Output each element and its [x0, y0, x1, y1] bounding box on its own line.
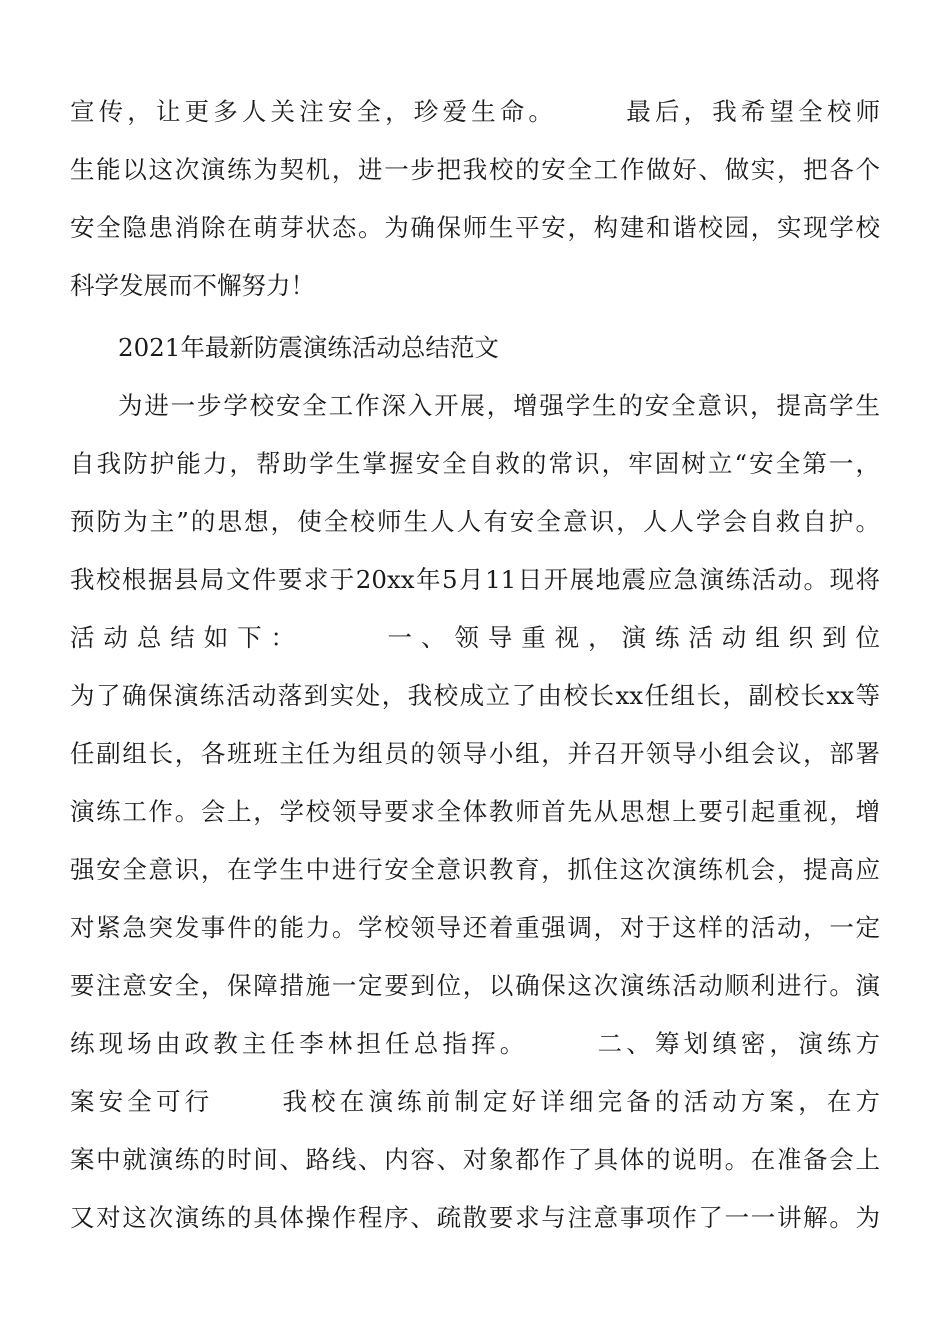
text-line: 宣传，让更多人关注安全，珍爱生命。 最后，我希望全校师	[70, 97, 880, 126]
text-line: 生能以这次演练为契机，进一步把我校的安全工作做好、做实，把各个	[70, 155, 880, 184]
text-line: 强安全意识，在学生中进行安全意识教育，抓住这次演练机会，提高应	[70, 855, 880, 884]
text-line: 自我防护能力，帮助学生掌握安全自救的常识，牢固树立“安全第一，	[70, 449, 880, 478]
text-line: 案中就演练的时间、路线、内容、对象都作了具体的说明。在准备会上	[70, 1145, 880, 1174]
text-line: 为了确保演练活动落到实处，我校成立了由校长xx任组长，副校长xx等	[70, 681, 880, 710]
text-line: 安全隐患消除在萌芽状态。为确保师生平安，构建和谐校园，实现学校	[70, 213, 880, 242]
section-heading-line: 活动总结如下： 一、领导重视，演练活动组织到位	[70, 623, 880, 652]
text-line: 科学发展而不懈努力！	[70, 271, 315, 300]
section-heading-line: 练现场由政教主任李林担任总指挥。 二、筹划缜密，演练方	[70, 1029, 880, 1058]
text-line: 又对这次演练的具体操作程序、疏散要求与注意事项作了一一讲解。为	[70, 1203, 880, 1232]
article-title: 2021年最新防震演练活动总结范文	[118, 333, 499, 362]
text-line: 预防为主”的思想，使全校师生人人有安全意识，人人学会自救自护。	[70, 507, 880, 536]
text-line: 任副组长，各班班主任为组员的领导小组，并召开领导小组会议，部署	[70, 739, 880, 768]
text-line: 要注意安全，保障措施一定要到位，以确保这次演练活动顺利进行。演	[70, 971, 880, 1000]
text-line: 为进一步学校安全工作深入开展，增强学生的安全意识，提高学生	[118, 391, 880, 420]
text-line: 对紧急突发事件的能力。学校领导还着重强调，对于这样的活动，一定	[70, 913, 880, 942]
text-line: 演练工作。会上，学校领导要求全体教师首先从思想上要引起重视，增	[70, 797, 880, 826]
section-heading-line: 案安全可行 我校在演练前制定好详细完备的活动方案，在方	[70, 1087, 880, 1116]
text-line: 我校根据县局文件要求于20xx年5月11日开展地震应急演练活动。现将	[70, 565, 880, 594]
